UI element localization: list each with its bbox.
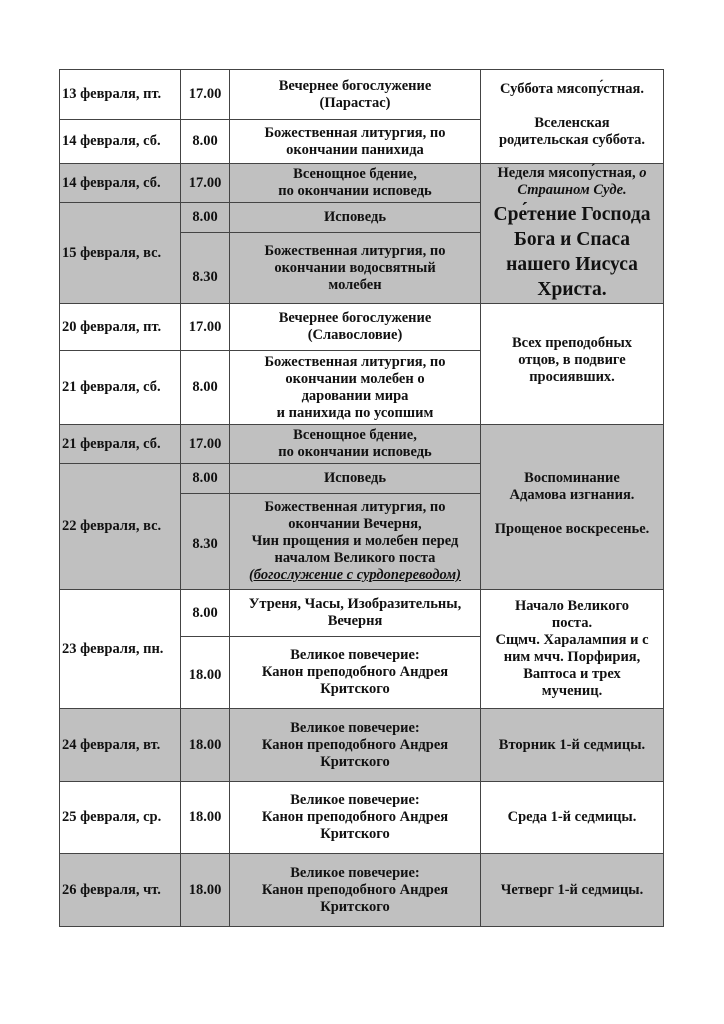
feast-line: Суббота мясопу́стная. (500, 81, 644, 97)
service-cell: Исповедь (230, 203, 481, 233)
time-cell: 17.00 (181, 70, 230, 120)
time-cell: 18.00 (181, 637, 230, 709)
service-cell: Исповедь (230, 464, 481, 494)
service-cell (230, 637, 481, 709)
feast-line: Начало Великого (515, 598, 629, 614)
feast-line: Воспоминание (524, 470, 620, 486)
feast-line: Вселенская (534, 115, 610, 131)
feast-line: Адамова изгнания. (509, 487, 635, 503)
service-cell (230, 425, 481, 464)
date-cell: 26 февраля, чт. (60, 854, 181, 927)
service-line: Божественная литургия, по (264, 124, 446, 141)
feast-line: Ваптоса и трех (523, 666, 621, 682)
feast-line: Прощеное воскресенье. (494, 521, 650, 537)
feast-title-line: Бога и Спаса (514, 229, 630, 250)
feast-cell (481, 164, 664, 304)
feast-title-line: Христа. (537, 279, 607, 300)
service-cell (230, 782, 481, 854)
date-cell: 22 февраля, вс. (60, 464, 181, 590)
service-cell (230, 70, 481, 120)
time-cell: 18.00 (181, 709, 230, 782)
table-row (60, 782, 664, 854)
feast-title-line: нашего Иисуса (506, 254, 638, 275)
feast-cell (481, 425, 664, 590)
time-cell: 17.00 (181, 164, 230, 203)
service-cell (230, 590, 481, 637)
service-line: по окончании исповедь (278, 183, 432, 199)
date-cell: 21 февраля, сб. (60, 425, 181, 464)
service-line: Критского (320, 753, 390, 770)
time-cell: 8.00 (181, 203, 230, 233)
date-cell: 23 февраля, пн. (60, 590, 181, 709)
service-line: окончании Вечерня, (288, 516, 422, 532)
feast-line: поста. (551, 615, 593, 631)
service-line: Вечернее богослужение (278, 77, 432, 94)
time-cell: 8.00 (181, 120, 230, 164)
feast-line: родительская суббота. (498, 132, 646, 148)
table-row (60, 854, 664, 927)
service-cell (230, 494, 481, 590)
service-line: окончании панихида (286, 141, 424, 158)
feast-line: о (639, 165, 647, 181)
service-line: даровании мира (301, 387, 409, 404)
feast-line: Всех преподобных (511, 334, 633, 351)
table-row (60, 425, 664, 464)
feast-cell: Среда 1-й седмицы. (481, 782, 664, 854)
table-row (60, 164, 664, 203)
date-cell: 15 февраля, вс. (60, 203, 181, 304)
feast-line: Страшном Суде. (517, 182, 627, 198)
feast-cell (481, 304, 664, 425)
service-line: Критского (320, 681, 390, 697)
feast-cell: Вторник 1-й седмицы. (481, 709, 664, 782)
service-cell (230, 709, 481, 782)
time-cell: 8.00 (181, 590, 230, 637)
time-cell: 8.30 (181, 494, 230, 590)
date-cell: 25 февраля, ср. (60, 782, 181, 854)
service-line: Канон преподобного Андрея (261, 736, 449, 753)
date-cell: 21 февраля, сб. (60, 351, 181, 425)
schedule-table (59, 69, 664, 927)
date-cell: 14 февраля, сб. (60, 164, 181, 203)
date-cell: 13 февраля, пт. (60, 70, 181, 120)
service-line: Великое повечерие: (290, 719, 420, 736)
time-cell: 17.00 (181, 304, 230, 351)
date-cell: 20 февраля, пт. (60, 304, 181, 351)
service-line: Вечернее богослужение (278, 310, 432, 326)
service-line: Божественная литургия, по (264, 499, 446, 515)
time-cell: 8.00 (181, 464, 230, 494)
service-line: (Парастас) (319, 94, 391, 111)
service-line: окончании молебен о (285, 370, 425, 387)
time-cell: 18.00 (181, 854, 230, 927)
service-line: началом Великого поста (274, 550, 436, 566)
table-row (60, 709, 664, 782)
service-cell (230, 120, 481, 164)
service-line: и панихида по усопшим (276, 404, 434, 421)
service-line: Критского (320, 826, 390, 842)
service-line: Всенощное бдение, (293, 427, 417, 443)
table-row (60, 70, 664, 120)
service-cell (230, 233, 481, 304)
feast-cell (481, 70, 664, 164)
feast-line: просиявших. (529, 368, 615, 385)
feast-line: мучениц. (541, 683, 603, 699)
feast-line: Неделя мясопу́стная, (497, 165, 640, 181)
time-cell: 8.00 (181, 351, 230, 425)
service-line: Утреня, Часы, Изобразительны, (248, 596, 462, 612)
service-cell (230, 854, 481, 927)
service-line: Критского (320, 898, 390, 915)
service-line: Великое повечерие: (290, 647, 420, 663)
service-cell (230, 304, 481, 351)
service-line: Божественная литургия, по (264, 353, 446, 370)
feast-cell (481, 590, 664, 709)
service-line: по окончании исповедь (278, 444, 432, 460)
time-cell: 17.00 (181, 425, 230, 464)
sign-language-note: (богослужение с сурдопереводом) (248, 567, 462, 583)
service-line: Канон преподобного Андрея (261, 881, 449, 898)
service-line: Божественная литургия, по (264, 242, 446, 259)
time-cell: 18.00 (181, 782, 230, 854)
feast-line: Сщмч. Харалампия и с (495, 632, 649, 648)
service-line: окончании водосвятный (274, 259, 436, 276)
feast-title-line: Сре́тение Господа (493, 204, 651, 225)
feast-cell: Четверг 1-й седмицы. (481, 854, 664, 927)
service-cell (230, 351, 481, 425)
table-row (60, 590, 664, 637)
date-cell: 14 февраля, сб. (60, 120, 181, 164)
feast-line: ним мчч. Порфирия, (503, 649, 641, 665)
date-cell: 24 февраля, вт. (60, 709, 181, 782)
service-line: Чин прощения и молебен перед (251, 533, 459, 549)
service-line: Всенощное бдение, (293, 166, 417, 182)
service-line: Великое повечерие: (290, 792, 420, 808)
service-line: Вечерня (327, 613, 383, 629)
table-row (60, 304, 664, 351)
service-cell (230, 164, 481, 203)
service-line: молебен (328, 276, 382, 293)
service-line: (Славословие) (307, 327, 403, 343)
feast-line: отцов, в подвиге (518, 351, 626, 368)
time-cell: 8.30 (181, 233, 230, 304)
service-line: Канон преподобного Андрея (261, 664, 449, 680)
service-line: Канон преподобного Андрея (261, 809, 449, 825)
service-line: Великое повечерие: (290, 864, 420, 881)
